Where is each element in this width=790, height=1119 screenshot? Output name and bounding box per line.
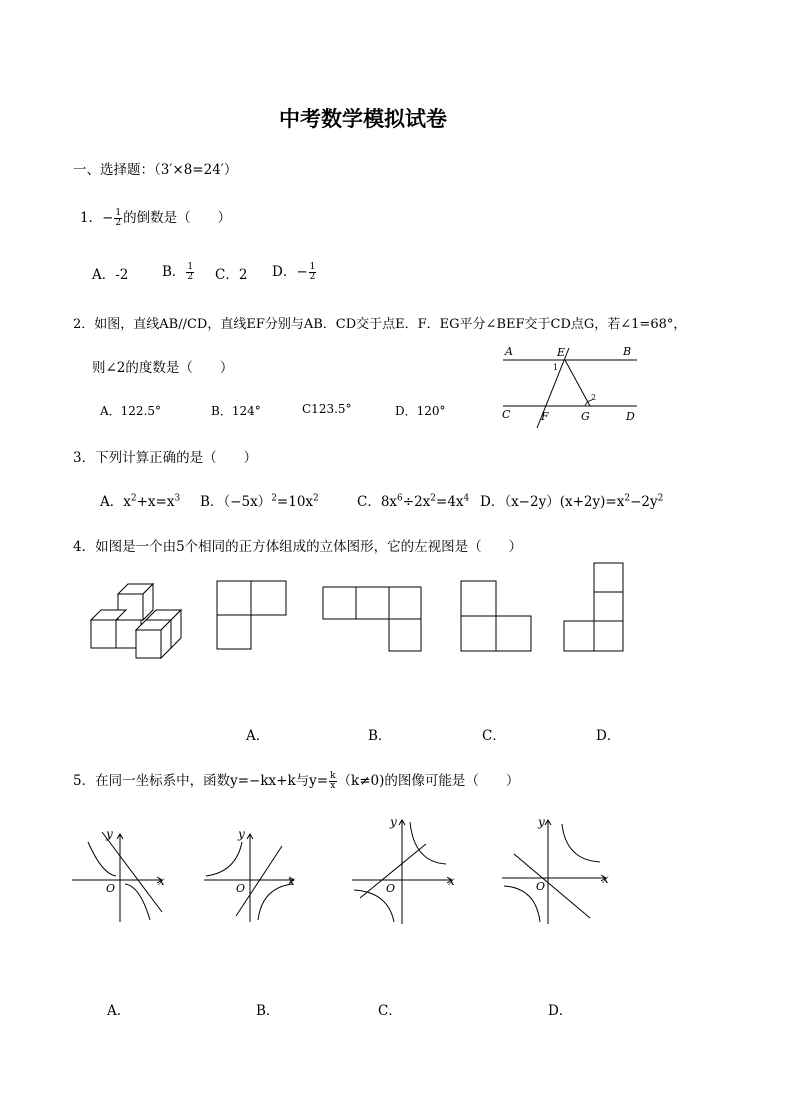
graph-d-x-label: x (602, 872, 609, 886)
q1-option-d (272, 260, 317, 282)
graph-c-y-label: y (390, 815, 397, 829)
q3-option-c (357, 490, 469, 510)
q3-c-part3: =4x (436, 494, 464, 510)
q5-frac-num: k (330, 771, 336, 781)
q3-d-exp2: 2 (657, 493, 664, 504)
q3-c-part1: C．8x (357, 494, 398, 510)
fig-label-d: D (626, 410, 635, 423)
q1-option-b-den: 2 (187, 272, 194, 282)
fig-label-g: G (581, 410, 590, 423)
q4-cube-figure (88, 584, 188, 662)
fig-label-a: A (505, 345, 513, 358)
q2-figure (495, 340, 645, 432)
question-5 (73, 769, 519, 791)
q5-graph-b (202, 824, 302, 924)
cube-front-front (136, 630, 161, 658)
q2-option-d: D．120° (395, 404, 446, 418)
q1-suffix: 的倒数是（ ） (123, 210, 232, 226)
graph-a-x-label: x (158, 874, 165, 888)
q3-b-part1: B．（−5x） (200, 494, 272, 510)
q4-label-a: A． (246, 728, 270, 744)
q5-label-c: C． (378, 1003, 402, 1019)
q3-d-part2: −2y (630, 494, 658, 510)
question-2-line1: 2．如图，直线AB//CD，直线EF分别与AB．CD交于点E．F．EG平分∠BEF交于CD点G，若∠1=68°， (73, 317, 687, 332)
q4-label-d: D． (596, 728, 621, 744)
q1-option-d-fraction (309, 263, 317, 282)
q3-option-b (200, 490, 319, 510)
q5-graph-c (350, 816, 460, 926)
q3-d-exp1: 2 (624, 493, 631, 504)
q3-c-exp1: 6 (397, 493, 403, 504)
q3-a-exp2: 3 (174, 493, 181, 504)
q1-option-b-prefix: B． (162, 264, 186, 280)
fig-label-angle-1: 1 (553, 363, 559, 372)
question-4: 4．如图是一个由5个相同的正方体组成的立体图形，它的左视图是（ ） (73, 539, 523, 555)
q1-frac-num: 1 (115, 208, 122, 218)
q5-label-b: B． (256, 1003, 280, 1019)
q5-label-a: A． (107, 1003, 131, 1019)
q3-a-part2: +x=x (136, 494, 175, 510)
q1-option-c: C．2 (215, 267, 248, 283)
q2-option-c: C123.5° (302, 402, 352, 416)
q3-a-part1: A．x (100, 494, 131, 510)
graph-d-origin: O (536, 880, 546, 893)
q4-option-d-view (563, 562, 625, 652)
q5-graph-d (500, 816, 610, 926)
graph-d-y-label: y (538, 815, 545, 829)
q1-option-a: A．-2 (92, 267, 129, 283)
q1-fraction (114, 209, 122, 228)
graph-b-x-label: x (288, 874, 295, 888)
page-title: 中考数学模拟试卷 (279, 107, 447, 131)
q4-option-b-view (322, 586, 422, 652)
q3-option-d (480, 490, 663, 510)
fig-label-angle-2: 2 (591, 393, 597, 402)
question-3: 3．下列计算正确的是（ ） (73, 450, 258, 466)
fig-label-f: F (541, 410, 549, 423)
q1-option-d-den: 2 (309, 272, 316, 282)
question-2-line2: 则∠2的度数是（ ） (92, 360, 234, 376)
q5-stem-part1: 5．在同一坐标系中，函数y=−kx+k与y= (73, 773, 329, 789)
q3-c-exp2: 2 (430, 493, 437, 504)
q5-fraction (329, 772, 336, 791)
q5-stem-part2: （k≠0)的图像可能是（ ） (337, 773, 520, 789)
q1-option-d-prefix: D．− (272, 264, 308, 280)
q4-option-a-view (216, 580, 288, 650)
q1-option-d-num: 1 (309, 262, 316, 272)
graph-c-x-label: x (448, 874, 455, 888)
fig-label-b: B (623, 345, 632, 358)
fig-label-e: E (557, 346, 566, 359)
q1-option-b-fraction (186, 263, 194, 282)
q3-b-exp2: 2 (313, 493, 319, 504)
q1-option-b-num: 1 (187, 262, 194, 272)
graph-b-y-label: y (238, 827, 245, 841)
cube-top-front (118, 594, 143, 620)
q3-b-part2: =10x (276, 494, 314, 510)
fig-label-c: C (502, 408, 511, 421)
cube-left-front (91, 620, 116, 648)
q4-option-c-view (460, 580, 532, 652)
q4-label-b: B． (368, 728, 392, 744)
graph-c-origin: O (386, 882, 396, 895)
q3-c-exp3: 4 (463, 493, 470, 504)
q1-frac-den: 2 (115, 218, 122, 228)
q1-option-b (162, 260, 195, 282)
graph-b-origin: O (236, 882, 246, 895)
q3-c-part2: ÷2x (402, 494, 431, 510)
q2-option-b: B．124° (211, 404, 261, 418)
q2-option-a: A．122.5° (100, 404, 162, 418)
q3-option-a (100, 490, 180, 510)
graph-a-y-label: y (106, 827, 113, 841)
q3-b-exp1: 2 (271, 493, 277, 504)
q5-graph-a (70, 824, 170, 924)
q5-frac-den: x (330, 781, 336, 791)
q4-label-c: C． (482, 728, 506, 744)
graph-a-origin: O (106, 882, 116, 895)
question-1 (80, 206, 231, 228)
line-eg (565, 360, 590, 406)
q5-label-d: D． (548, 1003, 573, 1019)
q3-d-part1: D．（x−2y）(x+2y)=x (480, 494, 625, 510)
q1-prefix: 1．− (80, 210, 114, 226)
q3-a-exp1: 2 (130, 493, 137, 504)
section-heading: 一、选择题：（3′×8=24′） (73, 162, 238, 178)
